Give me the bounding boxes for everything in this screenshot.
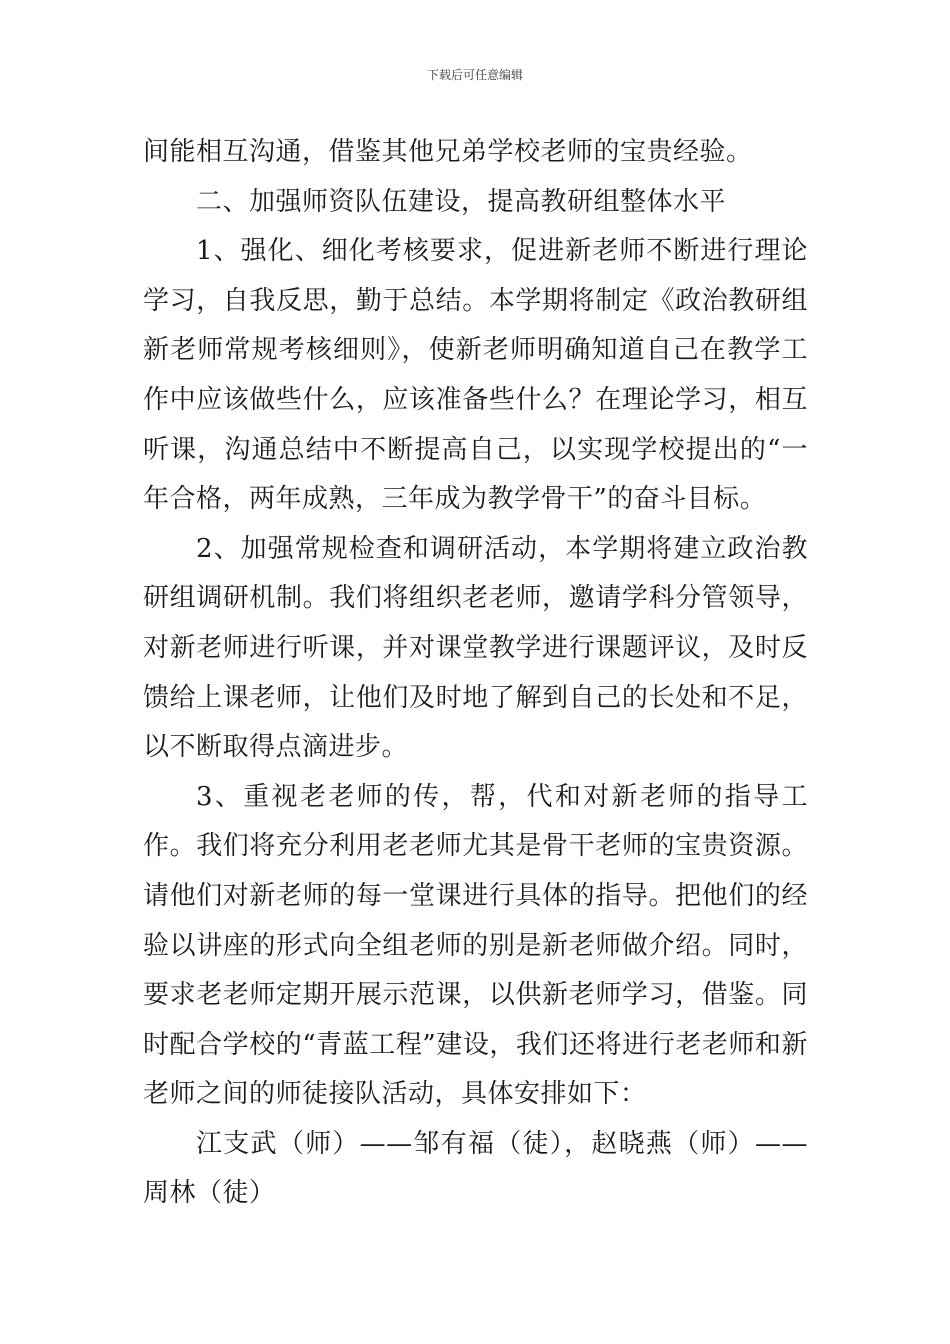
paragraph-5-item-3: 3、重视老老师的传，帮，代和对新老师的指导工作。我们将充分利用老老师尤其是骨干老师的宝贵资源。请他们对新老师的每一堂课进行具体的指导。把他们的经验以讲座的形式向全组老师的别是新老师做介绍。同时，要求老老师定期开展示范课，以供新老师学习，借鉴。同时配合学校的“青蓝工程”建设，我们还将进行老老师和新老师之间的师徒接队活动，具体安排如下： <box>143 781 808 1110</box>
document-body <box>143 128 808 1219</box>
page-header-note: 下载后可任意编辑 <box>426 68 523 82</box>
paragraph-3-item-1: 1、强化、细化考核要求，促进新老师不断进行理论学习，自我反思，勤于总结。本学期将制定《政治教研组新老师常规考核细则》，使新老师明确知道自己在教学工作中应该做些什么，应该准备些什么？在理论学习，相互听课，沟通总结中不断提高自己，以实现学校提出的“一年合格，两年成熟，三年成为教学骨干”的奋斗目标。 <box>143 236 808 515</box>
paragraph-1: 间能相互沟通，借鉴其他兄弟学校老师的宝贵经验。 <box>143 137 753 167</box>
paragraph-6-pairings: 江支武（师）——邹有福（徒），赵晓燕（师）——周林（徒） <box>143 1128 808 1209</box>
paragraph-4-item-2: 2、加强常规检查和调研活动，本学期将建立政治教研组调研机制。我们将组织老老师，邀请学科分管领导，对新老师进行听课，并对课堂教学进行课题评议，及时反馈给上课老师，让他们及时地了解到自己的长处和不足，以不断取得点滴进步。 <box>143 533 808 763</box>
paragraph-2-section-heading: 二、加强师资队伍建设，提高教研组整体水平 <box>196 186 727 217</box>
